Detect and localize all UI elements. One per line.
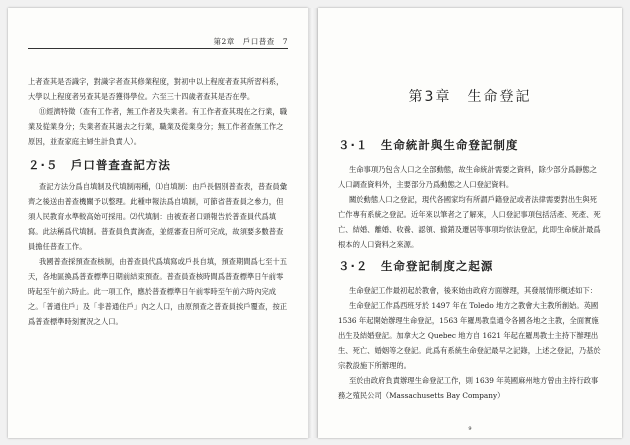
paragraph: 生命登記工作最初起於教會，後來始由政府方面辦理，其發展情形概述如下：: [348, 286, 598, 295]
left-text-block: [28, 74, 288, 329]
paragraph: ⑪經濟特徵（查有工作者，無工作者及失業者。有工作者查其現在之行業，職業及從業身分；失業者查其過去之行業，職業及從業身分；無工作者查無工作之原因，並查家庭主婦生計負責人）。: [28, 107, 288, 146]
right-page: [318, 8, 622, 438]
paragraph: 關於動態人口之登記，現代各國家均有所謂戶籍登記或者法律需要對出生與死亡作專有系統之登記。近年來以筆者之了解來，人口登記事項包括活產、死產、死亡、結婚、離婚、收養、認領、撤銷及遷居等事項均依法登記，此即生命統計最爲根本的人口資料之來源。: [338, 195, 601, 249]
paragraph: 上者查其是否識字，對識字者查其修業程度，對初中以上程度者查其所習科系，大學以上程度者另查其是否獲得學位。六至三十四歲者查其是否在學。: [28, 77, 284, 101]
left-page: [8, 8, 308, 438]
header-rule: [28, 48, 288, 49]
paragraph: 查記方法分爲自填制及代填制兩種，⑴自填制：由戶長個別普查表，普查員彙齊之後送由普查機關予以整理。此種申報法爲自填制，可節省普查員之參力，但須人民教育水準較高始可採用。⑵代填制：由被查者口頭報告於普查員代爲填寫。此法稱爲代填制。普查員負責詢查，並經審查日所可完成，故須要多數普查員擔任普查工作。: [28, 182, 288, 251]
paragraph: 我國普查採預查查核制，由普查員代爲填寫或戶長自填，預查期間爲七至十五天，各地區換爲普查標準日期前結束預查。普查員查核時間爲普查標準日午前零時起至午前六時止。此一項工作，應於普查標準日午前零時至午前六時內完成之。「普通住戶」及「非普通住戶」內之人口，由原預查之普查員挨戶覆查，按正爲普查標準時刻實況之人口。: [28, 257, 288, 326]
running-header: 第2章 戶口普查 7: [213, 37, 288, 46]
paragraph: 生命登記工作爲西班牙於 1497 年在 Toledo 地方之教會大主教所創始。英國 1536 年起開始辦理生命登記，1563 年羅馬教皇通令各國各地之主教，全面實施出生及結婚登記。加拿大之 Quebec 地方自 1621 年起在羅馬教士主持下辦理出生、死亡、婚姻等之登記。此爲有系統生命登記最早之記錄，上述之登記，乃基於宗教設施下所辦理的。: [338, 301, 601, 370]
paragraph: 生命事項乃包含人口之全部動態，故生命統計需要之資料，除少部分爲靜態之人口調查資料外，主要部分乃爲動態之人口登記資料。: [338, 165, 598, 189]
right-text-block: [338, 136, 602, 403]
chapter-title: 第3章 生命登記: [408, 89, 532, 105]
book-spine: [308, 8, 318, 438]
section-title: ３·２ 生命登記制度之起源: [338, 259, 494, 273]
page-number: 9: [468, 426, 472, 432]
section-title: ３·１ 生命統計與生命登記制度: [338, 138, 519, 152]
paragraph: 至於由政府負責辦理生命登記工作，則 1639 年英國麻州地方曾由主持行政事務之殖民公司（Massachusetts Bay Company）: [338, 376, 599, 400]
section-title: ２·５ 戶口普查查記方法: [28, 158, 171, 172]
